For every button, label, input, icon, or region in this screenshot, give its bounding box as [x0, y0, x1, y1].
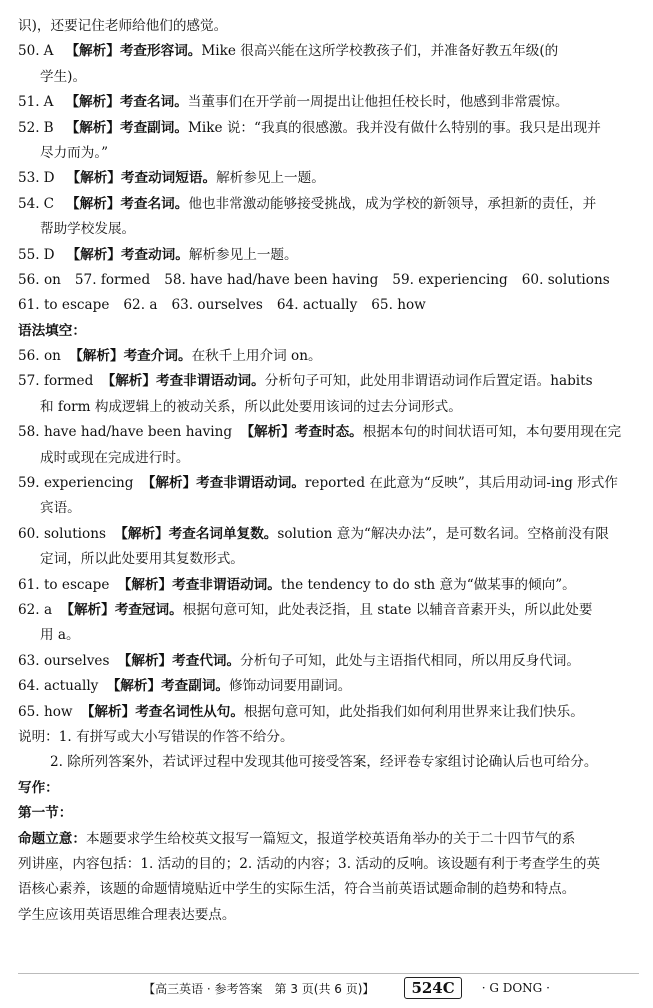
analysis-tag: 【解析】考查非谓语动词。: [117, 576, 281, 593]
analysis-text: solution 意为“解决办法”，是可数名词。空格前没有限: [277, 525, 609, 542]
answer-item-54: [18, 192, 639, 217]
text-line: [18, 446, 639, 471]
line-text: 识)，还要记住老师给他们的感觉。: [18, 18, 228, 34]
grammar-item-65: [18, 700, 639, 725]
paragraph-text: 语核心素养，该题的命题情境贴近中学生的实际生活，符合当前英语试题命制的趋势和特点。: [18, 881, 576, 898]
item-answer: 61. to escape: [18, 576, 110, 593]
answer-entry: 56. on: [18, 271, 61, 288]
answer-item-53: [18, 166, 639, 191]
line-text: 尽力而为。”: [40, 144, 109, 161]
analysis-text: 解析参见上一题。: [216, 170, 325, 187]
text-line: [18, 903, 639, 928]
grammar-item-56: [18, 344, 639, 369]
grammar-item-62: [18, 598, 639, 623]
item-answer: D: [43, 170, 55, 187]
answer-item-51: [18, 90, 639, 115]
heading-text: 语法填空：: [18, 322, 86, 339]
item-answer: A: [43, 94, 54, 111]
text-line: [18, 496, 639, 521]
analysis-tag: 【解析】考查副词。: [106, 678, 230, 695]
analysis-tag: 【解析】考查名词。: [65, 94, 188, 111]
grammar-item-64: [18, 674, 639, 699]
answer-list-row: [18, 268, 639, 293]
item-number: 51.: [18, 94, 40, 111]
analysis-text: 根据句意可知，此处指我们如何利用世界来让我们快乐。: [243, 703, 584, 720]
answer-entry: 61. to escape: [18, 297, 110, 314]
answer-entry: 64. actually: [276, 297, 358, 314]
item-answer: C: [43, 195, 55, 212]
item-answer: 58. have had/have been having: [18, 424, 233, 441]
section-heading-part-one: [18, 801, 639, 826]
item-answer: B: [43, 119, 54, 136]
footer-page-info: 【高三英语 · 参考答案 第 3 页(共 6 页)】: [143, 981, 375, 996]
answer-entry: 57. formed: [74, 271, 151, 288]
grammar-item-60: [18, 522, 639, 547]
text-line: [18, 141, 639, 166]
analysis-text: 根据句意可知，此处表泛指，且 state 以辅音音素开头，所以此处要: [182, 601, 593, 618]
text-line: [18, 623, 639, 648]
answer-entry: 62. a: [123, 297, 158, 314]
item-answer: 56. on: [18, 348, 61, 365]
grammar-item-58: [18, 420, 639, 445]
section-heading-grammar: [18, 319, 639, 344]
line-text: 和 form 构成逻辑上的被动关系，所以此处要用该词的过去分词形式。: [40, 398, 462, 415]
item-answer: 63. ourselves: [18, 652, 110, 669]
analysis-tag: 【解析】考查副词。: [65, 119, 188, 136]
paragraph-text: 学生应该用英语思维合理表达要点。: [18, 906, 236, 923]
answer-item-50: [18, 39, 639, 64]
analysis-tag: 【解析】考查非谓语动词。: [101, 373, 265, 390]
item-answer: 62. a: [18, 601, 53, 618]
footer-divider: [18, 973, 639, 974]
text-line: [18, 547, 639, 572]
heading-text: 写作：: [18, 779, 59, 796]
answer-entry: 59. experiencing: [392, 271, 508, 288]
publisher-mark: · G DONG ·: [481, 981, 550, 995]
analysis-tag: 【解析】考查代词。: [117, 652, 241, 669]
paper-code-badge: 524C: [404, 977, 461, 999]
paragraph-text: 列讲座，内容包括：1. 活动的目的；2. 活动的内容；3. 活动的反响。该设题有利于考查学生的英: [18, 855, 601, 872]
page-footer: [0, 975, 653, 1001]
analysis-text: the tendency to do sth 意为“做某事的倾向”。: [280, 576, 576, 593]
note-line: [18, 750, 639, 775]
line-text: 学生)。: [40, 68, 87, 85]
analysis-tag: 【解析】考查动词短语。: [66, 170, 217, 187]
analysis-text: 解析参见上一题。: [188, 246, 298, 263]
analysis-text: 分析句子可知，此处用非谓语动词作后置定语。habits: [264, 373, 593, 390]
item-number: 54.: [18, 195, 40, 212]
answer-item-55: [18, 243, 639, 268]
item-answer: 59. experiencing: [18, 475, 134, 492]
item-number: 52.: [18, 119, 40, 136]
note-line: [18, 725, 639, 750]
analysis-tag: 【解析】考查名词性从句。: [80, 703, 244, 720]
grammar-item-57: [18, 369, 639, 394]
answer-item-52: [18, 116, 639, 141]
grammar-item-63: [18, 649, 639, 674]
analysis-text: 他也非常激动能够接受挑战，成为学校的新领导，承担新的责任，并: [188, 195, 597, 212]
grammar-item-61: [18, 573, 639, 598]
analysis-tag: 【解析】考查形容词。: [65, 43, 202, 60]
item-number: 55.: [18, 246, 40, 263]
text-line: [18, 14, 639, 39]
analysis-text: Mike 说：“我真的很感激。我并没有做什么特别的事。我只是出现并: [187, 119, 601, 136]
item-answer: A: [43, 43, 54, 60]
analysis-tag: 【解析】考查时态。: [240, 424, 363, 441]
line-text: 帮助学校发展。: [40, 221, 136, 238]
item-answer: 57. formed: [18, 373, 94, 390]
text-line: [18, 852, 639, 877]
analysis-text: Mike 很高兴能在这所学校教孩子们，并准备好教五年级(的: [201, 43, 559, 60]
analysis-text: 在秋千上用介词 on。: [191, 348, 322, 365]
grammar-item-59: [18, 471, 639, 496]
analysis-tag: 【解析】考查名词。: [66, 195, 189, 212]
text-line: [18, 395, 639, 420]
line-text: 用 a。: [40, 627, 80, 644]
answer-list-row: [18, 293, 639, 318]
answer-entry: 58. have had/have been having: [164, 271, 379, 288]
text-line: [18, 877, 639, 902]
item-number: 50.: [18, 43, 40, 60]
line-text: 成时或现在完成进行时。: [40, 449, 190, 466]
analysis-tag: 【解析】考查冠词。: [60, 601, 183, 618]
text-line: [18, 217, 639, 242]
section-heading-writing: [18, 776, 639, 801]
item-answer: 60. solutions: [18, 525, 106, 542]
analysis-text: 修饰动词要用副词。: [229, 678, 352, 695]
text-line: [18, 65, 639, 90]
answer-entry: 63. ourselves: [171, 297, 263, 314]
analysis-tag: 【解析】考查介词。: [69, 348, 192, 365]
item-answer: 65. how: [18, 703, 73, 720]
note-text: 说明：1. 有拼写或大小写错误的作答不给分。: [18, 728, 294, 745]
heading-text: 第一节：: [18, 805, 73, 822]
analysis-text: 当董事们在开学前一周提出让他担任校长时，他感到非常震惊。: [187, 94, 569, 111]
analysis-tag: 【解析】考查非谓语动词。: [141, 475, 305, 492]
analysis-tag: 【解析】考查动词。: [66, 246, 189, 263]
proposition-paragraph: [18, 827, 639, 852]
analysis-text: reported 在此意为“反映”，其后用动词-ing 形式作: [304, 475, 618, 492]
analysis-text: 分析句子可知，此处与主语指代相同，所以用反身代词。: [240, 652, 580, 669]
answer-entry: 60. solutions: [521, 271, 610, 288]
item-number: 53.: [18, 170, 40, 187]
proposition-tag: 命题立意：: [18, 830, 86, 847]
item-answer: D: [43, 246, 55, 263]
line-text: 宾语。: [40, 500, 81, 517]
answer-entry: 65. how: [371, 297, 426, 314]
analysis-tag: 【解析】考查名词单复数。: [114, 525, 278, 542]
item-answer: 64. actually: [18, 678, 99, 695]
line-text: 定词，所以此处要用其复数形式。: [40, 551, 244, 568]
note-text: 2. 除所列答案外，若试评过程中发现其他可接受答案，经评卷专家组讨论确认后也可给分。: [50, 754, 598, 771]
analysis-text: 根据本句的时间状语可知，本句要用现在完: [362, 424, 622, 441]
paragraph-text: 本题要求学生给校英文报写一篇短文，报道学校英语角举办的关于二十四节气的系: [85, 830, 576, 847]
